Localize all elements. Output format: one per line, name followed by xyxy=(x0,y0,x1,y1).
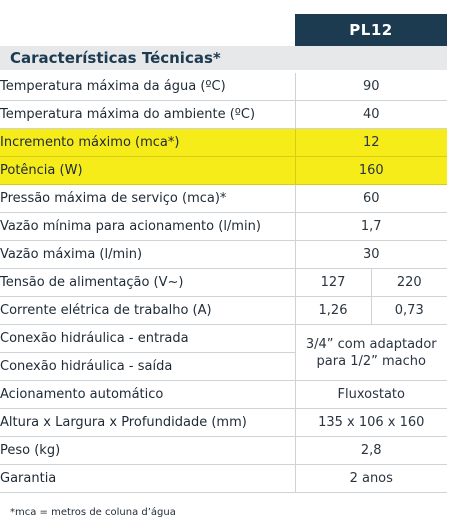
table-row xyxy=(0,437,447,465)
footnote: *mca = metros de coluna d’água xyxy=(10,507,176,518)
row-label: Acionamento automático xyxy=(0,381,295,409)
table-row xyxy=(0,101,447,129)
row-value: 1,7 xyxy=(295,213,447,241)
row-label: Tensão de alimentação (V~) xyxy=(0,269,295,297)
table-row xyxy=(0,381,447,409)
table-row-highlighted xyxy=(0,157,447,185)
table-row xyxy=(0,325,447,353)
row-value: 60 xyxy=(295,185,447,213)
row-value: 135 x 106 x 160 xyxy=(295,409,447,437)
table-row xyxy=(0,409,447,437)
model-header: PL12 xyxy=(295,14,447,46)
row-value: 2 anos xyxy=(295,465,447,493)
row-label: Vazão máxima (l/min) xyxy=(0,241,295,269)
row-label: Peso (kg) xyxy=(0,437,295,465)
row-label: Incremento máximo (mca*) xyxy=(0,129,295,157)
row-value-220v: 220 xyxy=(371,269,447,297)
table-row xyxy=(0,185,447,213)
row-label: Altura x Largura x Profundidade (mm) xyxy=(0,409,295,437)
row-label: Conexão hidráulica - entrada xyxy=(0,325,295,353)
row-label: Corrente elétrica de trabalho (A) xyxy=(0,297,295,325)
row-label: Potência (W) xyxy=(0,157,295,185)
row-value: 160 xyxy=(295,157,447,185)
row-label: Vazão mínima para acionamento (l/min) xyxy=(0,213,295,241)
table-row-highlighted xyxy=(0,129,447,157)
row-label: Temperatura máxima do ambiente (ºC) xyxy=(0,101,295,129)
table-row xyxy=(0,465,447,493)
row-label: Garantia xyxy=(0,465,295,493)
row-value: 12 xyxy=(295,129,447,157)
row-value: 40 xyxy=(295,101,447,129)
row-value-127v: 1,26 xyxy=(295,297,371,325)
row-label: Conexão hidráulica - saída xyxy=(0,353,295,381)
connection-value: 3/4” com adaptador para 1/2” macho xyxy=(295,325,447,381)
section-title: Características Técnicas* xyxy=(0,46,447,70)
row-label: Pressão máxima de serviço (mca)* xyxy=(0,185,295,213)
table-row xyxy=(0,269,447,297)
table-row xyxy=(0,213,447,241)
table-row xyxy=(0,297,447,325)
table-row xyxy=(0,241,447,269)
row-value: 30 xyxy=(295,241,447,269)
row-value-127v: 127 xyxy=(295,269,371,297)
row-value-220v: 0,73 xyxy=(371,297,447,325)
table-row xyxy=(0,73,447,101)
row-value: 2,8 xyxy=(295,437,447,465)
specs-table xyxy=(0,73,447,493)
row-value: 90 xyxy=(295,73,447,101)
row-label: Temperatura máxima da água (ºC) xyxy=(0,73,295,101)
row-value: Fluxostato xyxy=(295,381,447,409)
